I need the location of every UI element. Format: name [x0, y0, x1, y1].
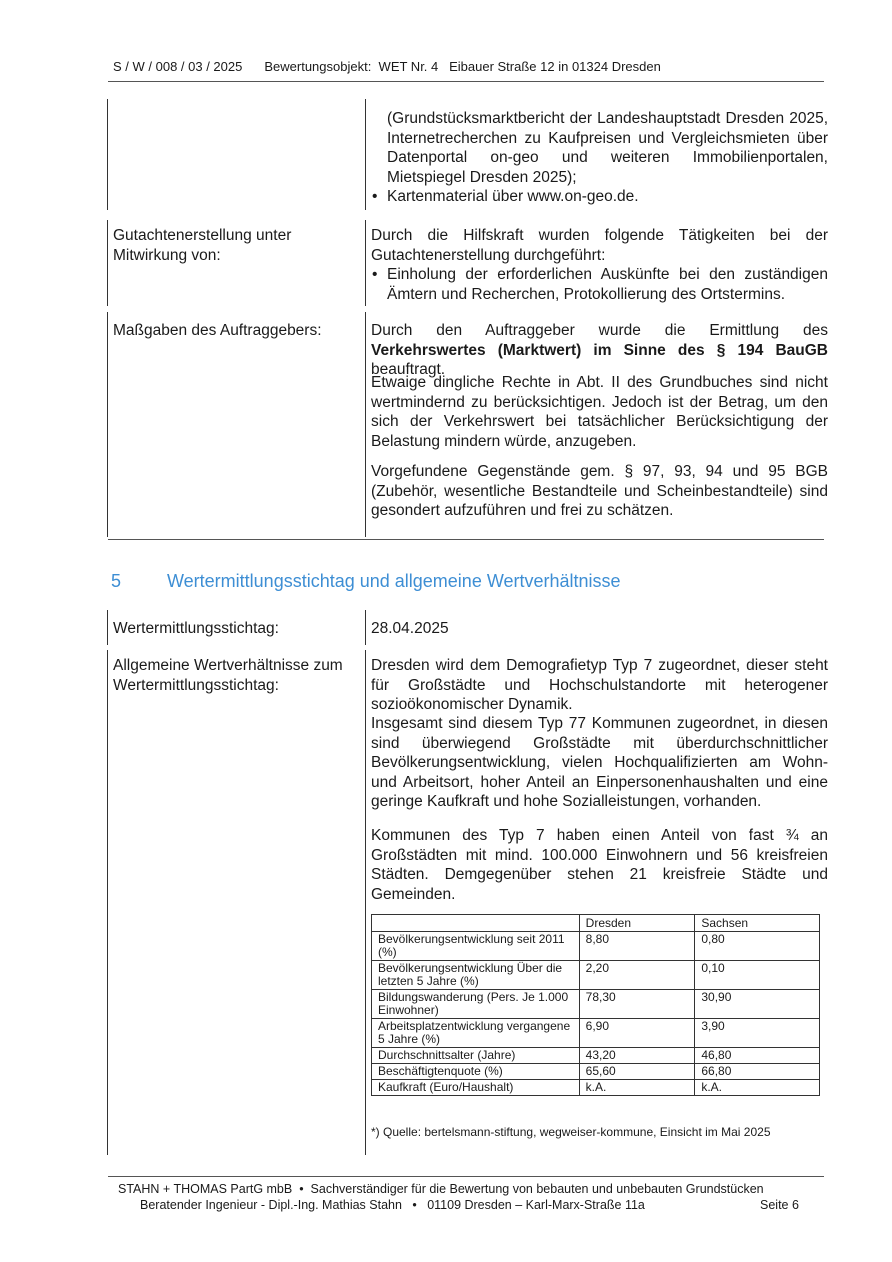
mitwirkung-label: Gutachtenerstellung unter Mitwirkung von: [113, 227, 292, 264]
table-header-cell: Dresden [579, 915, 695, 932]
sources-text: (Grundstücksmarktbericht der Landeshauptstadt Dresden 2025, Internetrecherchen zu Kaufpreisen und Vergleichsmieten über Datenportal on-geo und weiteren Immobilienportalen, Mietspiegel Dresden 2025); [387, 110, 828, 186]
document-reference: S / W / 008 / 03 / 2025 [113, 59, 243, 74]
page-header [113, 59, 825, 74]
mitwirkung-bullet [371, 265, 828, 304]
allgemein-paragraph-3: Kommunen des Typ 7 haben einen Anteil von fast ¾ an Großstädten mit mind. 100.000 Einwohnern und 56 kreisfreien Städten. Demgegenüber stehen 21 kreisfreie Städte und Gemeinden. [371, 827, 828, 903]
table-cell: 3,90 [695, 1019, 820, 1048]
footer-line-2 [140, 1198, 645, 1212]
section-title: Wertermittlungsstichtag und allgemeine Wertverhältnisse [167, 571, 621, 591]
column-divider [365, 610, 366, 645]
table-cell: 65,60 [579, 1064, 695, 1080]
sources-bullet [371, 187, 828, 207]
table-cell: Durchschnittsalter (Jahre) [372, 1048, 580, 1064]
table-header-cell: Sachsen [695, 915, 820, 932]
column-divider [365, 220, 366, 306]
mitwirkung-content [371, 226, 828, 304]
footer-separator: • [412, 1198, 417, 1212]
table-row [372, 932, 820, 961]
table-row [372, 1048, 820, 1064]
massgaben-paragraph-2: Etwaige dingliche Rechte in Abt. II des Grundbuches sind nicht wertmindernd zu berücksichtigen. Jedoch ist der Betrag, um den sich der Verkehrswert bei tatsächlicher Berücksichtigung der Belastung mindern würde, anzugeben. [371, 374, 828, 450]
footer-description: Sachverständiger für die Bewertung von bebauten und unbebauten Grundstücken [310, 1182, 764, 1196]
table-row [372, 990, 820, 1019]
footer-separator: • [299, 1182, 304, 1196]
table-row [372, 1064, 820, 1080]
column-divider [365, 99, 366, 210]
left-border [107, 99, 108, 210]
table-row [372, 1019, 820, 1048]
mitwirkung-text: Durch die Hilfskraft wurden folgende Tätigkeiten bei der Gutachtenerstellung durchgeführt: [371, 227, 828, 264]
table-cell: Bildungswanderung (Pers. Je 1.000 Einwohner) [372, 990, 580, 1019]
table-row [372, 961, 820, 990]
table-cell: Arbeitsplatzentwicklung vergangene 5 Jahre (%) [372, 1019, 580, 1048]
left-border [107, 312, 108, 537]
massgaben-p1-end: beauftragt. [371, 361, 446, 378]
allgemein-paragraph-1: Dresden wird dem Demografietyp Typ 7 zugeordnet, dieser steht für Großstädte und Hochschulstandorte mit heterogener sozioökonomischer Dynamik. [371, 657, 828, 713]
object-label: Bewertungsobjekt: [264, 59, 372, 74]
table-cell: 30,90 [695, 990, 820, 1019]
column-divider [365, 312, 366, 537]
table-cell: 46,80 [695, 1048, 820, 1064]
table-cell: Kaufkraft (Euro/Haushalt) [372, 1080, 580, 1096]
table-cell: Beschäftigtenquote (%) [372, 1064, 580, 1080]
massgaben-paragraph-3: Vorgefundene Gegenstände gem. § 97, 93, 94 und 95 BGB (Zubehör, wesentliche Bestandteile und Scheinbestandteile) sind gesondert aufzuführen und frei zu schätzen. [371, 463, 828, 519]
left-border [107, 650, 108, 1155]
left-border [107, 610, 108, 645]
table-header-row [372, 915, 820, 932]
section-divider [108, 539, 824, 540]
section-heading [111, 571, 621, 592]
page-number: Seite 6 [760, 1198, 799, 1212]
massgaben-p1-bold: Verkehrswertes (Marktwert) im Sinne des § 194 BauGB [371, 341, 828, 359]
bullet-icon: • [372, 188, 378, 205]
column-divider [365, 650, 366, 1155]
table-cell: 43,20 [579, 1048, 695, 1064]
table-cell: k.A. [579, 1080, 695, 1096]
mitwirkung-bullet-text: Einholung der erforderlichen Auskünfte bei den zuständigen Ämtern und Recherchen, Protokollierung des Ortstermins. [387, 266, 828, 303]
footer-line-1 [118, 1182, 764, 1196]
massgaben-label: Maßgaben des Auftraggebers: [113, 322, 322, 339]
allgemein-label: Allgemeine Wertverhältnisse zum Wertermittlungsstichtag: [113, 657, 343, 694]
table-header-cell [372, 915, 580, 932]
table-cell: 66,80 [695, 1064, 820, 1080]
stichtag-value: 28.04.2025 [371, 620, 449, 637]
header-divider [108, 81, 824, 82]
table-footnote: *) Quelle: bertelsmann-stiftung, wegweiser-kommune, Einsicht im Mai 2025 [371, 1125, 771, 1139]
footer-engineer: Beratender Ingenieur - Dipl.-Ing. Mathias Stahn [140, 1198, 402, 1212]
table-cell: 2,20 [579, 961, 695, 990]
sources-continuation [371, 109, 828, 207]
left-border [107, 220, 108, 306]
stichtag-label: Wertermittlungsstichtag: [113, 620, 279, 637]
footer-company: STAHN + THOMAS PartG mbB [118, 1182, 293, 1196]
table-cell: 0,10 [695, 961, 820, 990]
table-cell: Bevölkerungsentwicklung seit 2011 (%) [372, 932, 580, 961]
massgaben-paragraph-1 [371, 321, 828, 380]
table-cell: 8,80 [579, 932, 695, 961]
massgaben-p1-text: Durch den Auftraggeber wurde die Ermittlung des [371, 322, 828, 339]
footer-divider [108, 1176, 824, 1177]
table-cell: k.A. [695, 1080, 820, 1096]
bullet-icon: • [372, 266, 378, 283]
table-cell: 78,30 [579, 990, 695, 1019]
table-row [372, 1080, 820, 1096]
table-cell: 0,80 [695, 932, 820, 961]
footer-address: 01109 Dresden – Karl-Marx-Straße 11a [427, 1198, 645, 1212]
sources-bullet-text: Kartenmaterial über www.on-geo.de. [387, 188, 639, 205]
table-cell: 6,90 [579, 1019, 695, 1048]
object-value: WET Nr. 4 Eibauer Straße 12 in 01324 Dresden [378, 59, 661, 74]
table-cell: Bevölkerungsentwicklung Über die letzten 5 Jahre (%) [372, 961, 580, 990]
allgemein-paragraph-2: Insgesamt sind diesem Typ 77 Kommunen zugeordnet, in diesen sind überwiegend Großstädte mit überdurchschnittlicher Bevölkerungsentwicklung, vielen Hochqualifizierten am Wohn- und Arbeitsort, hoher Anteil an Einpersonenhaushalten und eine geringe Kaufkraft und hohe Sozialleistungen, vorhanden. [371, 715, 828, 810]
demography-table [371, 914, 820, 1096]
section-number: 5 [111, 571, 122, 591]
